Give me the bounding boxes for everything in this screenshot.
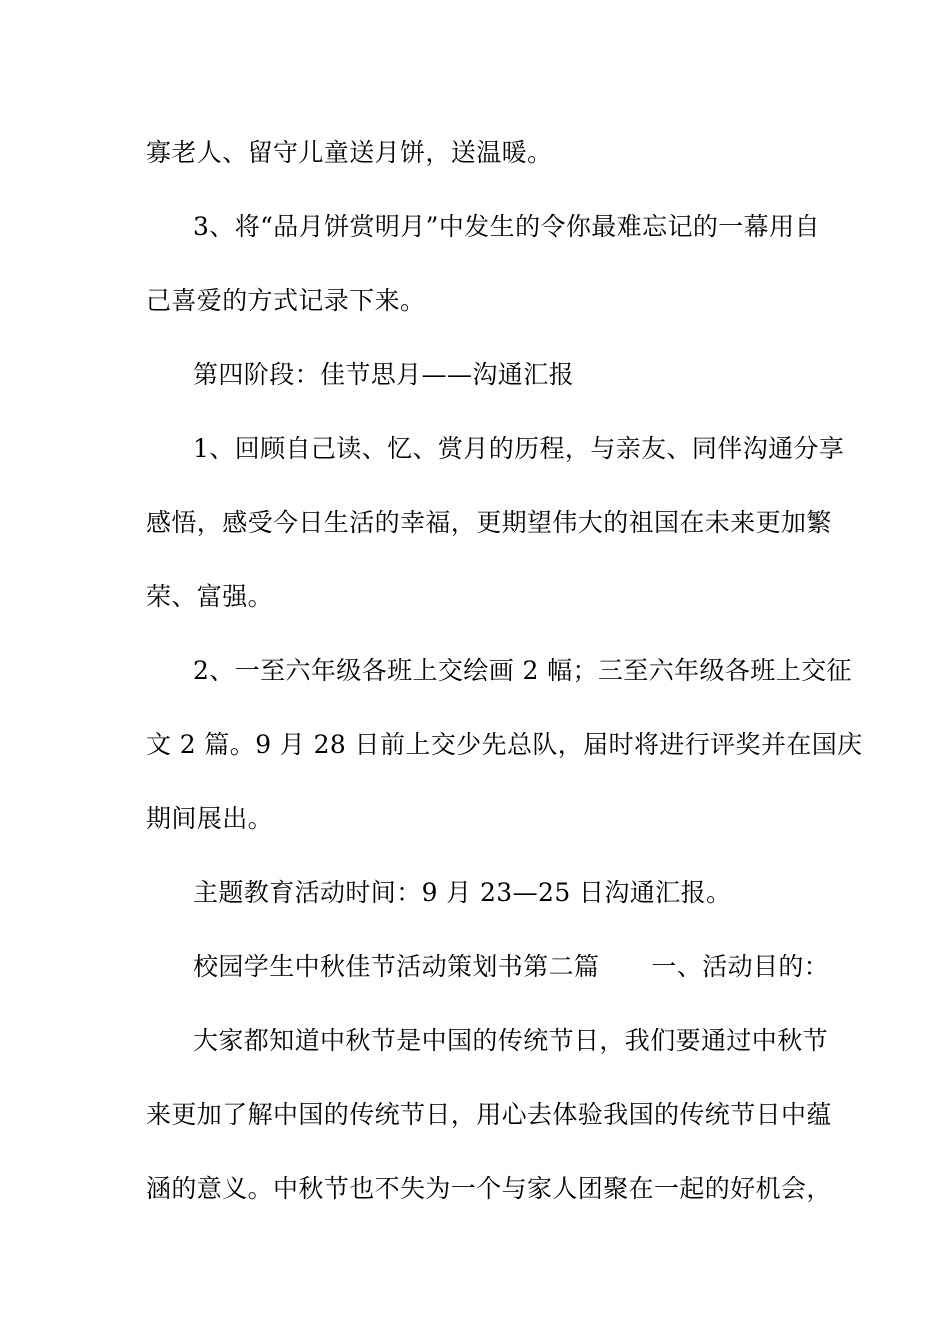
paragraph-line: 涵的意义。中秋节也不失为一个与家人团聚在一起的好机会，: [146, 1174, 832, 1203]
section-title: 校园学生中秋佳节活动策划书第二篇: [193, 952, 600, 981]
paragraph-line: 期间展出。: [146, 804, 274, 833]
paragraph-line: 荣、富强。: [146, 582, 274, 611]
paragraph-line: 己喜爱的方式记录下来。: [146, 286, 426, 315]
paragraph-line: 大家都知道中秋节是中国的传统节日，我们要通过中秋节: [193, 1026, 829, 1055]
paragraph-line: 感悟，感受今日生活的幸福，更期望伟大的祖国在未来更加繁: [146, 508, 832, 537]
section-title-line: [193, 951, 829, 983]
paragraph-line: 来更加了解中国的传统节日，用心去体验我国的传统节日中蕴: [146, 1100, 832, 1129]
paragraph-line: 寡老人、留守儿童送月饼，送温暖。: [146, 138, 553, 167]
paragraph-line: 3、将“品月饼赏明月”中发生的令你最难忘记的一幕用自: [193, 212, 820, 241]
paragraph-line: 1、回顾自己读、忆、赏月的历程，与亲友、同伴沟通分享: [193, 434, 845, 463]
paragraph-line: 主题教育活动时间：9 月 23—25 日沟通汇报。: [193, 878, 732, 907]
paragraph-line: 2、一至六年级各班上交绘画 2 幅；三至六年级各班上交征: [193, 656, 852, 685]
section-heading: 第四阶段：佳节思月——沟通汇报: [193, 360, 575, 389]
section-heading: 一、活动目的：: [651, 952, 830, 981]
paragraph-line: 文 2 篇。9 月 28 日前上交少先总队，届时将进行评奖并在国庆: [146, 730, 863, 759]
